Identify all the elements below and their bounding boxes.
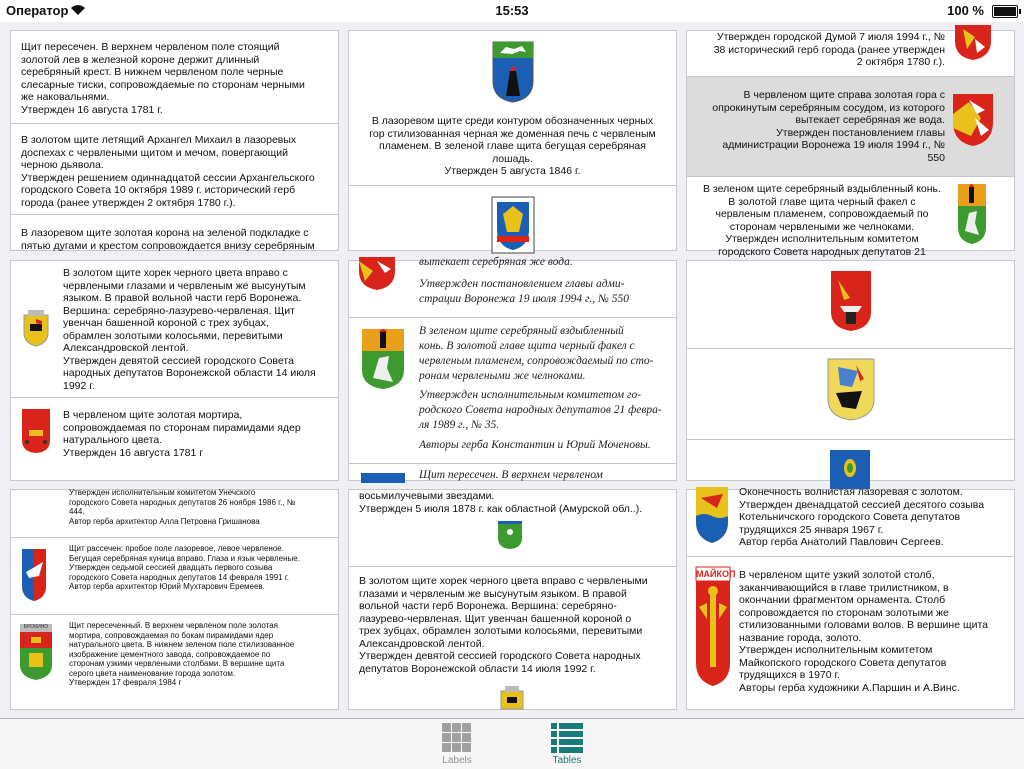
tab-bar [0, 718, 1024, 769]
list-item[interactable] [11, 538, 338, 615]
list-item[interactable] [349, 186, 676, 256]
item-text: Щит пересеченный. В верхнем червленом поле золотая мортира, сопровождаемая по бокам пирамидами ядер натурального цвета. В нижнем зеленом поле стилизованное изображение цементного завода, сопровождаемое по сторонам узкими червлеными столбами. В вершине щита серого цвета наименование города золотом. Утвержден 17 февраля 1984 г [69, 621, 295, 687]
scan-card-6[interactable] [686, 260, 1015, 481]
list-item[interactable] [687, 349, 1014, 440]
list-item[interactable] [349, 318, 676, 464]
split-coat-of-arms-icon [21, 548, 47, 607]
amur-coat-of-arms-icon [497, 520, 523, 555]
item-text: Щит пересечен. В верхнем червленом поле стоящий золотой лев в железной короне держит длинный серебряный крест. В нижнем червленом поле черные слесарные тиски, сопровождаемые по сторонам черными же наковальнями. Утвержден 16 августа 1781 г. [21, 41, 305, 116]
list-item[interactable] [11, 615, 338, 709]
list-item[interactable] [687, 261, 1014, 349]
coat-of-arms-icon [361, 473, 405, 483]
city-coat-of-arms-icon [21, 309, 51, 354]
ivanovo-coat-of-arms-icon [361, 328, 405, 395]
tab-labels[interactable] [427, 721, 487, 767]
item-text: В червленом щите справа золотая гора с опрокинутым серебряным сосудом, из которого вытекает серебряная же вода. Утвержден постановлением главы администрации Воронежа 19 июля 1994 г., № 550 [712, 89, 945, 164]
item-text: В червленом щите узкий золотой столб, заканчивающийся в главе трилистником, в окончании фрагментом орнамента. Столб сопровождается по сторонам золотыми же стилизованными головами волов. В вершине щита название города, золото. Утвержден исполнительным комитетом Майкопского городского Совета депутатов трудящихся в 1970 г. Авторы герба художники А.Паршин и А.Винс. [739, 569, 988, 694]
list-item[interactable] [11, 490, 338, 538]
tab-label: Labels [442, 755, 472, 766]
item-text: Оконечность волнистая лазоревая с золотом. Утвержден двенадцатой сессией десятого созыва Котельничского городского Совета депутатов трудящихся 25 января 1967 г. Автор герба Анатолий Павлович Сергеев. [739, 486, 985, 548]
red-coat-of-arms-icon [830, 270, 872, 337]
clock: 15:53 [495, 3, 529, 18]
ivanovo-coat-of-arms-icon [957, 183, 987, 250]
kotelnich-coat-of-arms-icon [695, 486, 729, 549]
list-item[interactable] [349, 464, 676, 480]
battery-icon [992, 5, 1018, 18]
mortar-coat-of-arms-icon [21, 408, 51, 459]
tab-tables[interactable] [537, 721, 597, 767]
list-item[interactable] [687, 440, 1014, 485]
emblem-label: МАЙКОП [696, 569, 736, 579]
scan-card-9[interactable] [686, 486, 1015, 710]
item-text: В золотом щите хорек черного цвета вправо с червлеными глазами и червленым же высунутым языком. В правой вольной части герб Воронежа. Вершина: серебряно- лазурево-червленая. Щит увенчан башенной короной о трех зубцах, обрамлен золотыми колосьями, перевитыми Александровской лентой. Утвержден девятой сессией городского Совета народных депутатов Воронежской области 14 июля 1992 г. [359, 575, 648, 675]
list-item[interactable] [11, 31, 338, 124]
list-item[interactable] [11, 398, 338, 480]
item-text: Утвержден исполнительным комитетом го- родского Совета народных депутатов 21 февра- ля 1989 г., № 35. [419, 389, 662, 431]
voronezh-coat-of-arms-icon [357, 257, 397, 296]
item-text: В лазоревом щите золотая корона на зеленой подкладке с пятью дугами и крестом сопровождается внизу серебряным [21, 227, 315, 252]
scan-card-5[interactable] [348, 256, 677, 481]
list-item[interactable] [349, 256, 676, 318]
tab-label: Tables [552, 755, 582, 766]
emblem-label: БРОКИНО [23, 624, 49, 630]
city-coat-of-arms-icon [499, 685, 525, 714]
item-text: Щит пересечен. В верхнем червленом [419, 469, 603, 481]
grid-icon [442, 723, 472, 753]
item-text: Утвержден городской Думой 7 июля 1994 г., № 38 исторический герб города (ранее утвержден 2 октября 1780 г.). [713, 31, 945, 68]
item-text: В зеленом щите серебряный вздыбленный конь. В золотой главе щита черный факел с червленым пламенем, сопровождаемый по сторонам червлеными же челноками. Утвержден исполнительным комитетом городского Совета народных депутатов 21 [703, 183, 941, 258]
list-item[interactable] [11, 215, 338, 255]
item-text: Утвержден исполнительным комитетом Унечского городского Совета народных депутатов 26 ноября 1986 г., № 444. Автор герба архитектор Алла Петровна Гришанова [69, 488, 296, 526]
maikop-coat-of-arms-icon [695, 567, 736, 692]
voronezh-coat-of-arms-icon [951, 92, 995, 153]
carrier-label: Оператор [6, 3, 69, 18]
item-text: Щит рассечен: пробое поле лазоревое, левое червленое. Бегущая серебряная куница вправо. Глаза и язык червленые. Утвержден седьмой сессией двадцать первого созыва городского Совета народных депутатов 14 февраля 1991 г. Автор герба архитектор Юрий Мухтарович Еремеев. [69, 544, 300, 591]
scan-card-1[interactable] [10, 30, 339, 251]
table-list-icon [551, 723, 583, 753]
list-item[interactable] [687, 557, 1014, 709]
blagoveshchensk-coat-of-arms-icon [491, 196, 535, 259]
item-text: Утвержден постановлением главы адми- страции Воронежа 19 июля 1994 г., № 550 [419, 278, 629, 305]
list-item[interactable] [687, 177, 1014, 257]
scan-card-3[interactable] [686, 30, 1015, 258]
scan-card-7[interactable] [10, 489, 339, 710]
item-text: В золотом щите хорек черного цвета вправо с червлеными глазами и червленым же высунутым языком. В правой вольной части герб Воронежа. Вершина: серебряно-лазурево-червленая. Щит увенчан башенной короной с трех зубцах, обрамлен золотыми колосьями, перевитыми Александровской лентой. Утвержден девятой сессией городского Совета народных депутатов Воронежской области 14 июля 1992 г. [63, 267, 316, 392]
battery-percent: 100 % [947, 3, 984, 18]
list-item[interactable] [687, 486, 1014, 557]
list-item[interactable] [687, 31, 1014, 77]
magnitogorsk-coat-of-arms-icon [492, 41, 534, 108]
item-text: Авторы герба Константин и Юрий Мочeновы. [419, 439, 651, 451]
scan-card-4[interactable] [10, 260, 339, 481]
wifi-icon [70, 4, 86, 19]
arkhangelsk-coat-of-arms-icon [826, 357, 876, 426]
list-item[interactable] [349, 567, 676, 709]
list-item[interactable] [11, 261, 338, 398]
item-text: восьмилучевыми звездами. Утвержден 5 июля 1878 г. как областной (Амурской обл..). [359, 490, 643, 515]
list-item[interactable] [11, 124, 338, 215]
list-item-selected[interactable] [687, 77, 1014, 177]
list-item[interactable] [349, 31, 676, 186]
item-text: вытекает серебряная же вода. [419, 256, 573, 268]
scan-card-2[interactable] [348, 30, 677, 251]
scan-card-8[interactable] [348, 489, 677, 710]
item-text: В лазоревом щите среди контуром обозначенных черных гор стилизованная черная же доменная печь с червленым пламенем. В зеленой главе щита бегущая серебряная лошадь. Утвержден 5 августа 1846 г. [369, 115, 656, 177]
list-item[interactable] [349, 490, 676, 567]
item-text: В зеленом щите серебряный вздыбленный конь. В золотой главе щита черный факел с червленым пламенем, сопровождаемый по сто- ронам червлеными же челноками. [419, 325, 654, 382]
voronezh-coat-of-arms-icon [953, 25, 993, 66]
item-text: В червленом щите золотая мортира, сопровождаемая по сторонам пирамидами ядер натурального цвета. Утвержден 16 августа 1781 г [63, 409, 301, 459]
brokino-coat-of-arms-icon [19, 623, 53, 686]
status-bar [0, 0, 1024, 22]
item-text: В золотом щите летящий Архангел Михаил в лазоревых доспехах с червлеными щитом и мечом, повергающий черною дьявола. Утвержден решением одиннадцатой сессии Архангельского городского Совета 10 октября 1989 г. исторический герб города (ранее утвержден 2 октября 1780 г.). [21, 134, 315, 209]
